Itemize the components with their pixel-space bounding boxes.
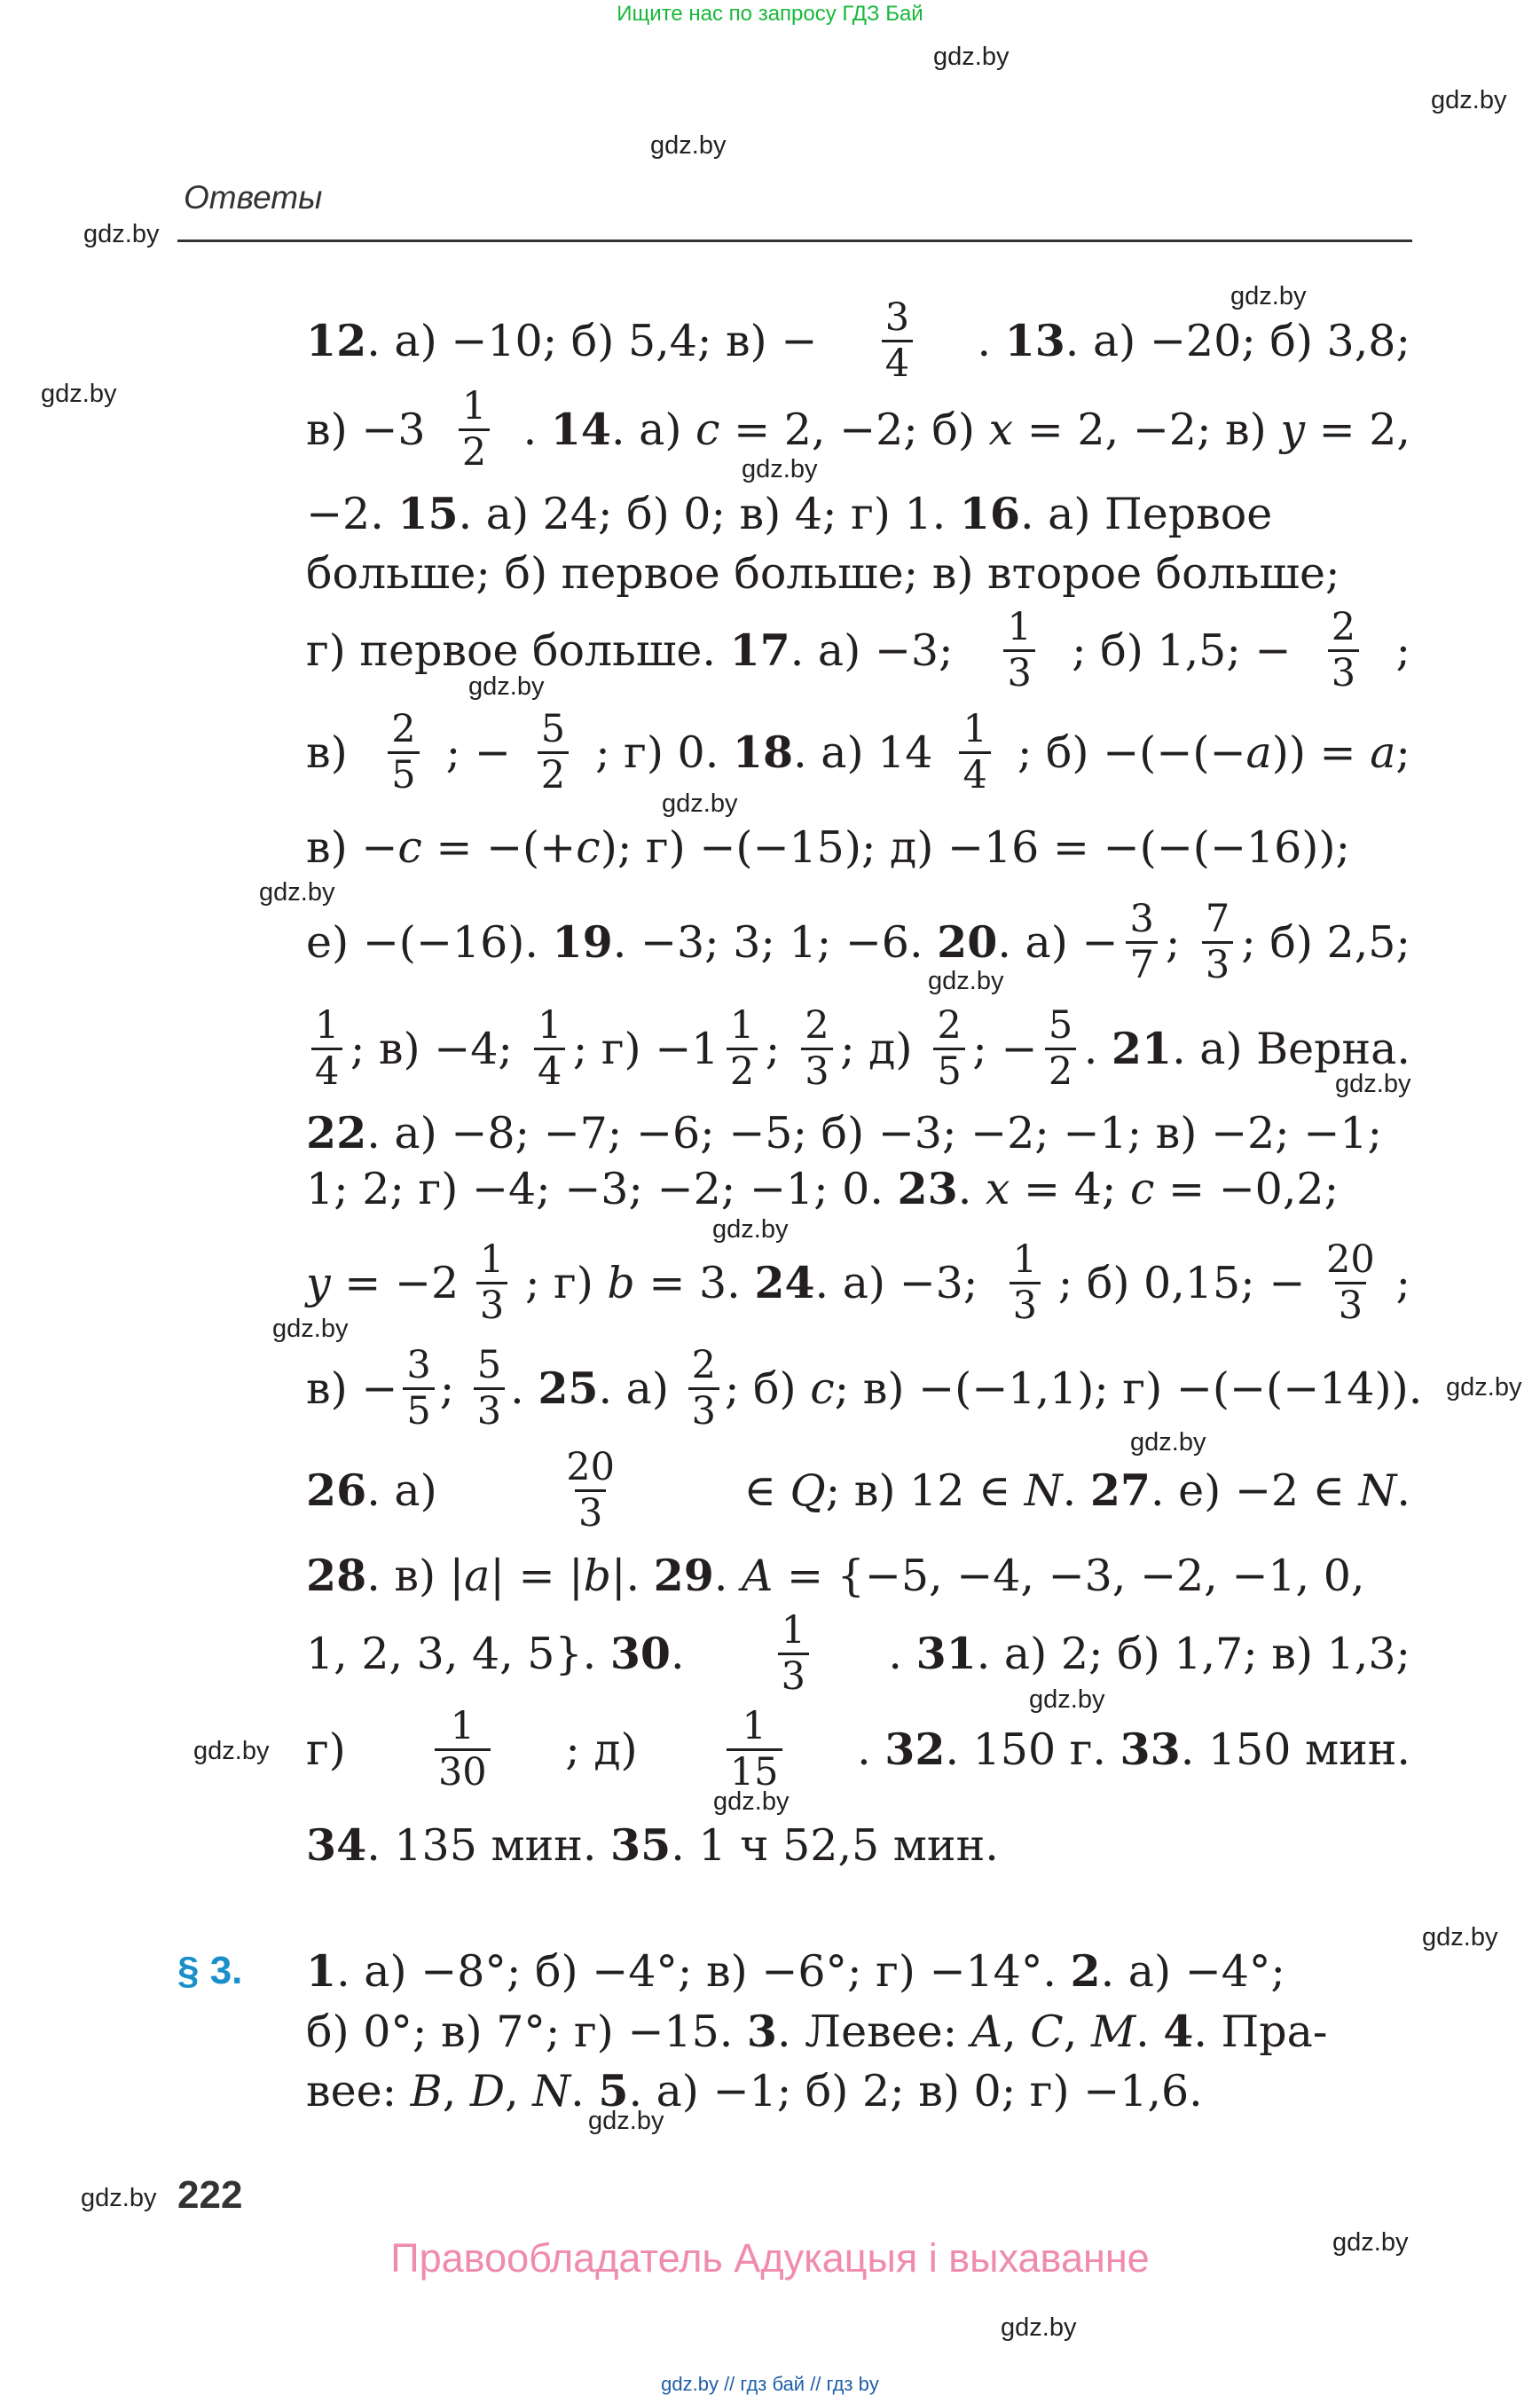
watermark: gdz.by bbox=[742, 455, 818, 483]
answer-line bbox=[306, 1444, 1410, 1535]
fraction-numerator: 1 bbox=[742, 1703, 766, 1748]
fraction-denominator: 2 bbox=[459, 428, 490, 472]
answer-text: ; д) bbox=[565, 1724, 652, 1775]
fraction bbox=[459, 383, 490, 475]
fraction-denominator: 5 bbox=[933, 1048, 964, 1091]
watermark: gdz.by bbox=[1130, 1428, 1206, 1457]
watermark: gdz.by bbox=[83, 220, 160, 248]
fraction bbox=[311, 1002, 342, 1094]
watermark: gdz.by bbox=[712, 1215, 789, 1244]
fraction bbox=[474, 1342, 505, 1433]
answer-line bbox=[306, 2054, 1410, 2128]
answer-text: y = −2 bbox=[306, 1257, 460, 1308]
fraction-denominator: 3 bbox=[575, 1489, 606, 1533]
answer-text: ; б) 0,15; − bbox=[1057, 1257, 1306, 1308]
answer-text: −2. 15. а) 24; б) 0; в) 4; г) 1. 16. а) Первое bbox=[306, 487, 1273, 539]
fraction-numerator: 3 bbox=[1129, 896, 1154, 941]
fraction bbox=[534, 1002, 565, 1094]
watermark: gdz.by bbox=[468, 672, 545, 701]
answer-text: г) первое больше. 17. а) −3; bbox=[306, 624, 968, 676]
header-title: Ответы bbox=[184, 179, 323, 216]
page-number: 222 bbox=[177, 2173, 243, 2217]
answer-text: . 14. а) c = 2, −2; б) x = 2, −2; в) y = 2, bbox=[522, 403, 1410, 455]
answer-text: в) −3 bbox=[306, 404, 426, 455]
watermark: gdz.by bbox=[259, 878, 335, 907]
fraction-denominator: 3 bbox=[476, 1282, 507, 1325]
fraction bbox=[801, 1002, 832, 1094]
answer-text: 28. в) |a| = |b|. 29. A = {−5, −4, −3, −2, −1, 0, bbox=[306, 1549, 1365, 1601]
fraction-denominator: 4 bbox=[882, 340, 913, 383]
answer-text: вее: B, D, N. 5. а) −1; б) 2; в) 0; г) −1,6. bbox=[306, 2064, 1203, 2116]
answer-text: ; г) −1 bbox=[572, 1023, 719, 1074]
answer-text: 34. 135 мин. 35. 1 ч 52,5 мин. bbox=[306, 1818, 999, 1871]
watermark: gdz.by bbox=[662, 789, 738, 818]
answer-line bbox=[306, 1538, 1410, 1613]
fraction-numerator: 1 bbox=[1007, 604, 1032, 649]
fraction-denominator: 3 bbox=[1328, 649, 1359, 693]
fraction bbox=[727, 1703, 782, 1794]
watermark: gdz.by bbox=[933, 43, 1010, 71]
fraction-numerator: 1 bbox=[450, 1703, 475, 1748]
fraction-denominator: 4 bbox=[534, 1048, 565, 1091]
fraction bbox=[435, 1703, 491, 1794]
watermark: gdz.by bbox=[1029, 1685, 1105, 1714]
fraction-numerator: 1 bbox=[315, 1002, 340, 1048]
answer-text: г) bbox=[306, 1724, 360, 1775]
fraction-numerator: 1 bbox=[479, 1237, 505, 1282]
answer-text: . 32. 150 г. 33. 150 мин. bbox=[857, 1723, 1410, 1775]
answer-text: ; б) c; в) −(−1,1); г) −(−(−14)). bbox=[724, 1362, 1423, 1414]
fraction-numerator: 1 bbox=[1012, 1237, 1038, 1282]
answer-text: 22. а) −8; −7; −6; −5; б) −3; −2; −1; в) −2; −1; bbox=[306, 1106, 1383, 1158]
fraction-numerator: 1 bbox=[781, 1607, 805, 1653]
fraction bbox=[1045, 1002, 1076, 1094]
answer-line bbox=[306, 604, 1410, 695]
answer-text: . 13. а) −20; б) 3,8; bbox=[977, 314, 1410, 366]
fraction-denominator: 30 bbox=[435, 1748, 491, 1792]
watermark: gdz.by bbox=[588, 2107, 664, 2135]
watermark: gdz.by bbox=[1335, 1070, 1411, 1098]
fraction-denominator: 3 bbox=[1202, 941, 1233, 985]
footer-links[interactable]: gdz.by // гдз бай // гдз by bbox=[661, 2373, 879, 2395]
fraction-denominator: 2 bbox=[727, 1048, 758, 1091]
fraction-denominator: 5 bbox=[403, 1387, 434, 1431]
fraction-numerator: 1 bbox=[729, 1002, 755, 1048]
answer-text: 1; 2; г) −4; −3; −2; −1; 0. 23. x = 4; c = −0,2; bbox=[306, 1162, 1340, 1214]
answer-line bbox=[306, 1607, 1410, 1699]
fraction-numerator: 3 bbox=[406, 1342, 431, 1387]
watermark: gdz.by bbox=[1446, 1373, 1522, 1402]
watermark: gdz.by bbox=[272, 1315, 349, 1343]
fraction bbox=[1202, 896, 1233, 987]
answer-text: ; bbox=[1395, 1257, 1410, 1308]
fraction-denominator: 3 bbox=[1335, 1282, 1366, 1325]
answer-text: ; г) 0. 18. а) 14 bbox=[595, 726, 933, 778]
header-rule bbox=[177, 240, 1412, 242]
answer-text: ∈ Q; в) 12 ∈ N. 27. е) −2 ∈ N. bbox=[730, 1464, 1410, 1516]
answer-line bbox=[306, 706, 1410, 797]
fraction bbox=[1010, 1237, 1041, 1328]
fraction-denominator: 3 bbox=[778, 1653, 809, 1696]
fraction bbox=[778, 1607, 809, 1699]
fraction-denominator: 3 bbox=[1003, 649, 1034, 693]
fraction-numerator: 3 bbox=[884, 294, 910, 340]
fraction bbox=[933, 1002, 964, 1094]
answer-text: 1. а) −8°; б) −4°; в) −6°; г) −14°. 2. а) −4°; bbox=[306, 1944, 1285, 1997]
fraction-numerator: 20 bbox=[1326, 1237, 1375, 1282]
fraction bbox=[1126, 896, 1157, 987]
copyright-notice: Правообладатель Адукацыя і выхаванне bbox=[390, 2235, 1150, 2281]
watermark: gdz.by bbox=[1332, 2228, 1409, 2257]
answer-text: в) − bbox=[306, 1362, 398, 1414]
answer-text: . 31. а) 2; б) 1,7; в) 1,3; bbox=[888, 1627, 1410, 1679]
answer-text: ; − bbox=[972, 1023, 1038, 1074]
fraction-denominator: 2 bbox=[1045, 1048, 1076, 1091]
fraction-denominator: 2 bbox=[538, 751, 569, 795]
fraction-denominator: 15 bbox=[727, 1748, 782, 1792]
fraction bbox=[1328, 604, 1359, 695]
watermark: gdz.by bbox=[1431, 86, 1507, 114]
fraction-numerator: 5 bbox=[1048, 1002, 1073, 1048]
fraction-numerator: 1 bbox=[537, 1002, 562, 1048]
answer-text: ; б) 2,5; bbox=[1241, 916, 1410, 968]
answer-text: ; bbox=[1395, 624, 1410, 676]
answer-text: ; bbox=[765, 1023, 794, 1074]
answer-line bbox=[306, 1342, 1423, 1433]
answer-text: ; bbox=[1165, 916, 1194, 968]
answer-text: ; в) −4; bbox=[350, 1023, 527, 1074]
section-mark: § 3. bbox=[177, 1949, 243, 1992]
answer-text: ; б) −(−(−a)) = a; bbox=[1017, 726, 1410, 778]
answer-text: 12. а) −10; б) 5,4; в) − bbox=[306, 314, 818, 366]
answer-line bbox=[306, 1151, 1410, 1226]
answer-line bbox=[306, 536, 1410, 610]
fraction-numerator: 1 bbox=[962, 706, 987, 751]
answer-line bbox=[306, 810, 1410, 884]
watermark: gdz.by bbox=[1422, 1923, 1498, 1951]
fraction bbox=[1323, 1237, 1379, 1328]
fraction-numerator: 2 bbox=[391, 706, 416, 751]
fraction bbox=[403, 1342, 434, 1433]
answer-text: 26. а) bbox=[306, 1464, 452, 1516]
fraction-numerator: 20 bbox=[566, 1444, 616, 1489]
watermark: gdz.by bbox=[928, 967, 1004, 995]
answer-line bbox=[306, 1703, 1410, 1794]
answer-text: ; б) 1,5; − bbox=[1072, 624, 1292, 676]
fraction-denominator: 3 bbox=[1010, 1282, 1041, 1325]
fraction-numerator: 7 bbox=[1205, 896, 1230, 941]
fraction-numerator: 2 bbox=[691, 1342, 716, 1387]
fraction-numerator: 5 bbox=[540, 706, 566, 751]
fraction-numerator: 2 bbox=[1331, 604, 1356, 649]
answer-line bbox=[306, 1002, 1410, 1094]
answer-text: . 21. а) Верна. bbox=[1083, 1022, 1410, 1074]
answer-text: ; г) b = 3. 24. а) −3; bbox=[524, 1256, 992, 1308]
fraction bbox=[562, 1444, 618, 1535]
answer-text: 1, 2, 3, 4, 5}. 30. bbox=[306, 1627, 699, 1679]
answer-text: в) −c = −(+c); г) −(−15); д) −16 = −(−(−16)); bbox=[306, 821, 1351, 873]
watermark: gdz.by bbox=[713, 1787, 790, 1816]
fraction-numerator: 5 bbox=[476, 1342, 502, 1387]
fraction-denominator: 7 bbox=[1126, 941, 1157, 985]
fraction-denominator: 4 bbox=[311, 1048, 342, 1091]
watermark: gdz.by bbox=[1230, 282, 1307, 310]
fraction bbox=[959, 706, 990, 797]
answer-text: . 25. а) bbox=[510, 1362, 683, 1414]
watermark: gdz.by bbox=[1001, 2313, 1077, 2342]
fraction-denominator: 3 bbox=[801, 1048, 832, 1091]
answer-line bbox=[306, 1237, 1410, 1328]
answer-text: больше; б) первое больше; в) второе больше; bbox=[306, 547, 1340, 599]
fraction-denominator: 5 bbox=[388, 751, 419, 795]
fraction bbox=[476, 1237, 507, 1328]
answer-text: ; д) bbox=[840, 1023, 927, 1074]
answer-text: ; bbox=[439, 1362, 468, 1414]
fraction bbox=[688, 1342, 719, 1433]
watermark: gdz.by bbox=[650, 131, 727, 160]
fraction bbox=[388, 706, 419, 797]
answer-text: в) bbox=[306, 726, 362, 778]
fraction-numerator: 2 bbox=[805, 1002, 829, 1048]
fraction-denominator: 4 bbox=[959, 751, 990, 795]
answer-text: б) 0°; в) 7°; г) −15. 3. Левее: A, C, M. 4. Пра- bbox=[306, 2005, 1328, 2057]
fraction-numerator: 1 bbox=[461, 383, 487, 428]
watermark: gdz.by bbox=[193, 1737, 270, 1765]
fraction bbox=[882, 294, 913, 386]
top-banner[interactable]: Ищите нас по запросу ГДЗ Бай bbox=[617, 2, 923, 26]
fraction bbox=[538, 706, 569, 797]
answer-line bbox=[306, 1808, 1410, 1882]
fraction-numerator: 2 bbox=[937, 1002, 962, 1048]
fraction-denominator: 3 bbox=[688, 1387, 719, 1431]
watermark: gdz.by bbox=[41, 380, 117, 408]
fraction bbox=[1003, 604, 1034, 695]
watermark: gdz.by bbox=[81, 2184, 157, 2212]
fraction-denominator: 3 bbox=[474, 1387, 505, 1431]
fraction bbox=[727, 1002, 758, 1094]
answer-text: е) −(−16). 19. −3; 3; 1; −6. 20. а) − bbox=[306, 915, 1119, 968]
answer-text: ; − bbox=[445, 726, 511, 778]
